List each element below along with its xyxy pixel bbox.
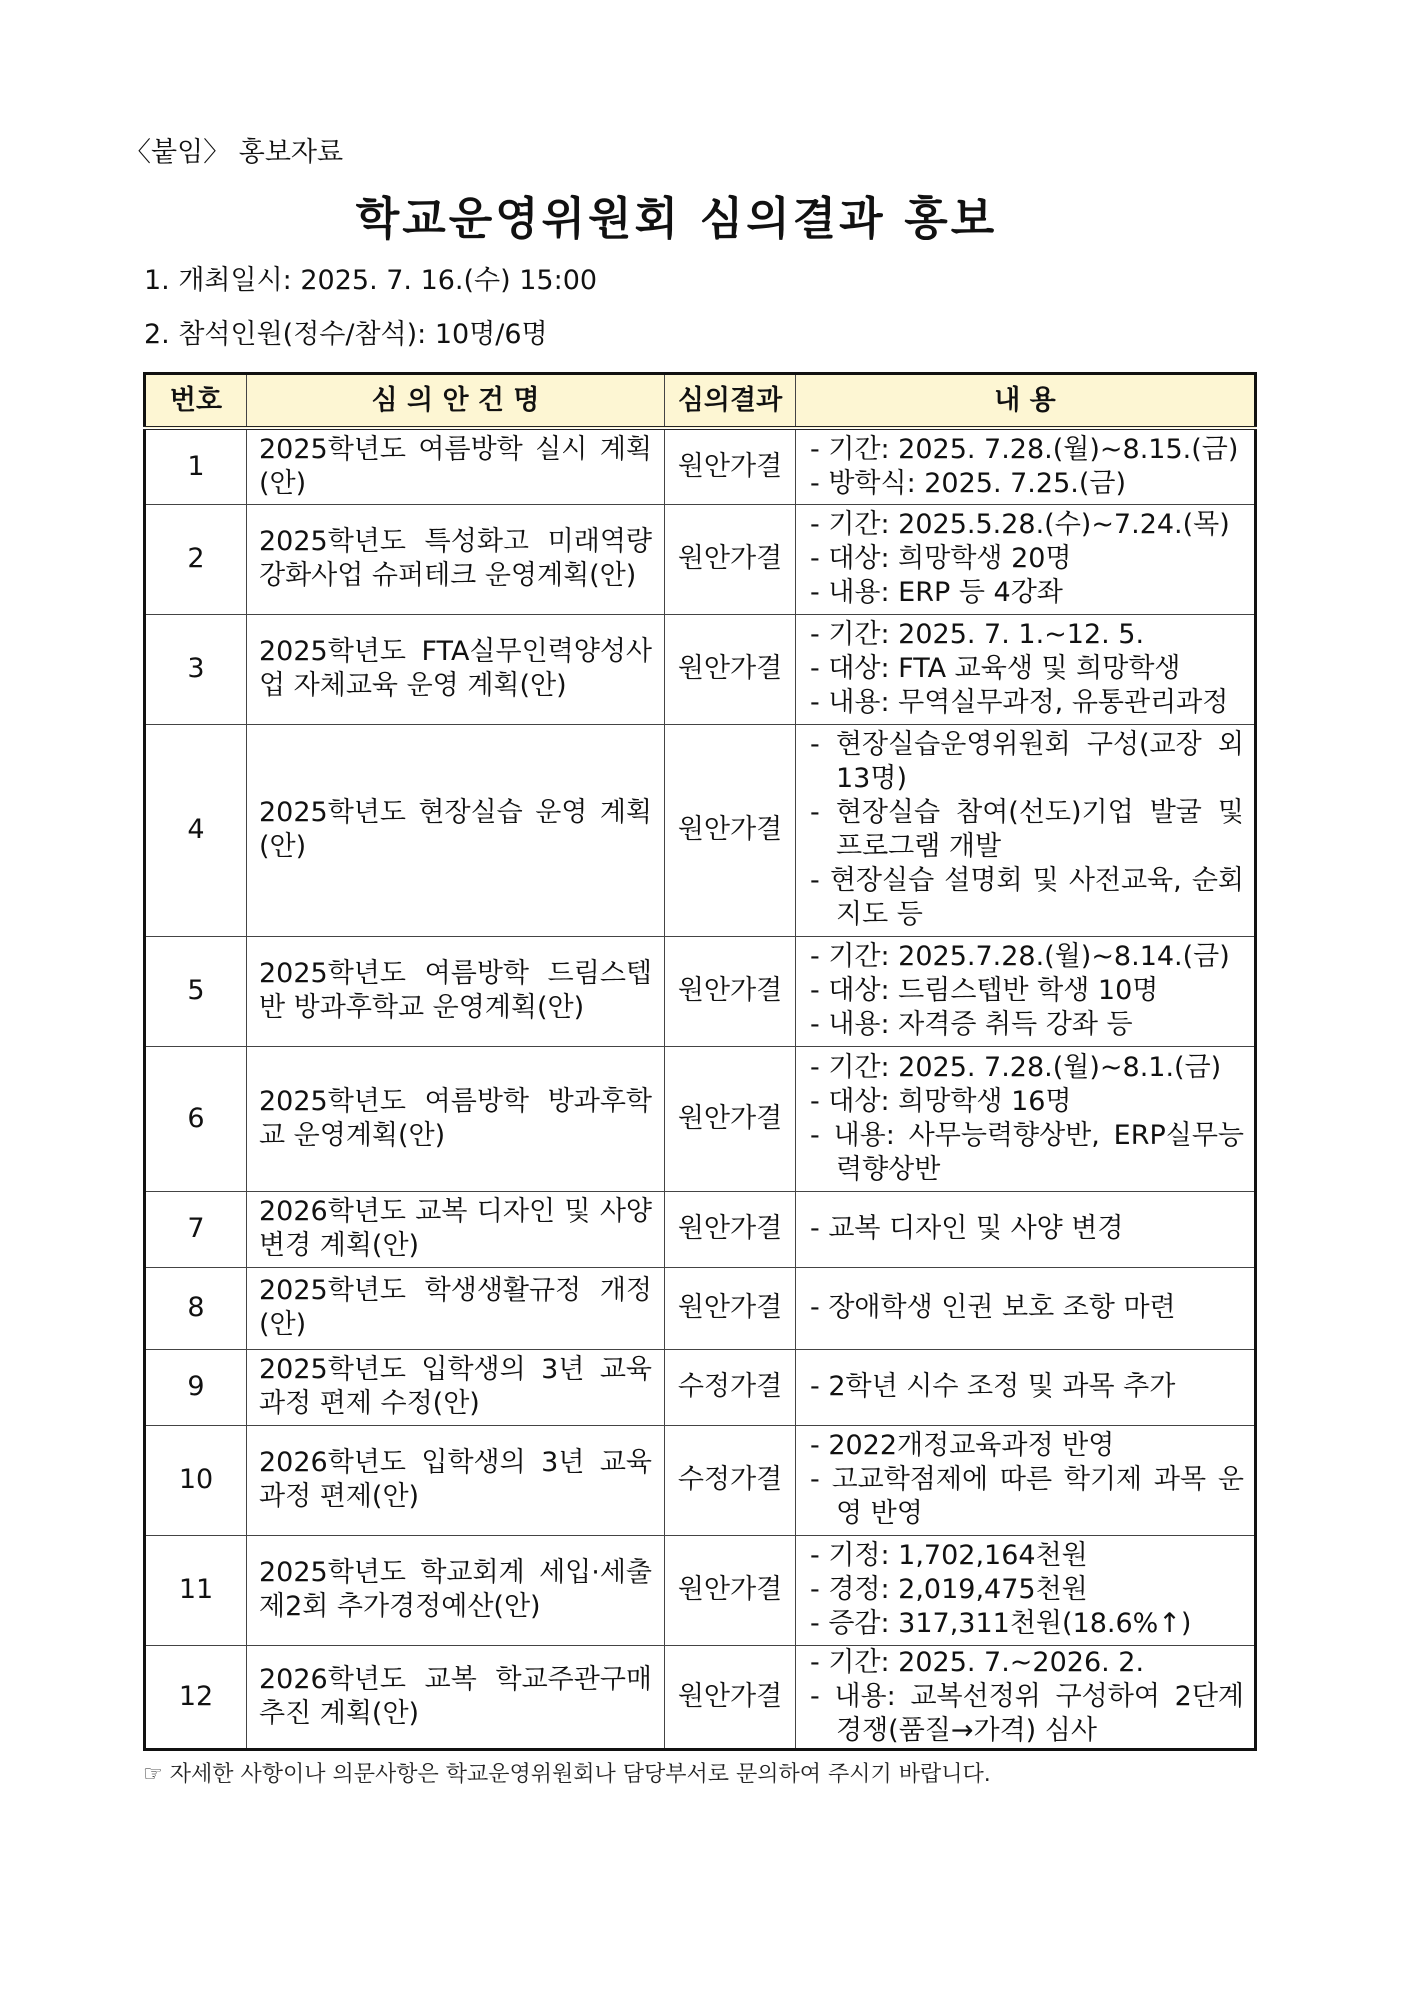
row-number: 3 (145, 614, 247, 724)
row-number: 2 (145, 504, 247, 614)
detail-line: - 기정: 1,702,164천원 (810, 1540, 1088, 1571)
row-number: 4 (145, 724, 247, 936)
detail-line: - 고교학점제에 따른 학기제 과목 운영 반영 (810, 1464, 1244, 1529)
result-badge: 원안가결 (665, 1046, 796, 1191)
table-row (145, 1191, 1256, 1267)
row-number: 6 (145, 1046, 247, 1191)
details-cell (796, 428, 1256, 504)
details-cell (796, 1349, 1256, 1425)
detail-line: - 기간: 2025. 7.~2026. 2. (810, 1646, 1145, 1678)
deliberation-results-table (143, 372, 1257, 1751)
details-cell (796, 1267, 1256, 1349)
result-badge: 원안가결 (665, 724, 796, 936)
result-badge: 원안가결 (665, 1535, 796, 1645)
agenda-title: 2026학년도 입학생의 3년 교육과정 편제(안) (247, 1425, 665, 1535)
header-details: 내 용 (796, 374, 1256, 429)
detail-line: - 증감: 317,311천원(18.6%↑) (810, 1608, 1192, 1639)
detail-line: - 2022개정교육과정 반영 (810, 1430, 1115, 1461)
detail-line: - 경정: 2,019,475천원 (810, 1574, 1088, 1605)
detail-line: - 2학년 시수 조정 및 과목 추가 (810, 1371, 1176, 1402)
agenda-title: 2025학년도 입학생의 3년 교육과정 편제 수정(안) (247, 1349, 665, 1425)
result-badge: 원안가결 (665, 936, 796, 1046)
result-badge: 원안가결 (665, 504, 796, 614)
table-row (145, 936, 1256, 1046)
table-header-row (145, 374, 1256, 429)
row-number: 12 (145, 1645, 247, 1749)
meeting-datetime: 1. 개최일시: 2025. 7. 16.(수) 15:00 (144, 265, 598, 296)
table-row (145, 1425, 1256, 1535)
result-badge: 원안가결 (665, 1645, 796, 1749)
table-row (145, 614, 1256, 724)
result-badge: 원안가결 (665, 1191, 796, 1267)
header-result: 심의결과 (665, 374, 796, 429)
row-number: 11 (145, 1535, 247, 1645)
header-no: 번호 (145, 374, 247, 429)
detail-line: - 내용: 자격증 취득 강좌 등 (810, 1009, 1133, 1040)
details-cell (796, 1535, 1256, 1645)
detail-line: - 교복 디자인 및 사양 변경 (810, 1213, 1124, 1244)
table-row (145, 504, 1256, 614)
detail-line: - 현장실습 설명회 및 사전교육, 순회지도 등 (810, 865, 1244, 930)
detail-line: - 방학식: 2025. 7.25.(금) (810, 467, 1126, 499)
detail-line: - 장애학생 인권 보호 조항 마련 (810, 1292, 1176, 1323)
detail-line: - 내용: ERP 등 4강좌 (810, 577, 1063, 608)
details-cell (796, 504, 1256, 614)
details-cell (796, 614, 1256, 724)
result-badge: 원안가결 (665, 1267, 796, 1349)
result-badge: 수정가결 (665, 1425, 796, 1535)
details-cell (796, 1191, 1256, 1267)
table-row (145, 1349, 1256, 1425)
detail-line: - 내용: 무역실무과정, 유통관리과정 (810, 687, 1229, 718)
agenda-title: 2025학년도 FTA실무인력양성사업 자체교육 운영 계획(안) (247, 614, 665, 724)
page-title: 학교운영위원회 심의결과 홍보 (355, 192, 998, 245)
table-row (145, 724, 1256, 936)
row-number: 9 (145, 1349, 247, 1425)
detail-line: - 기간: 2025. 7.28.(월)~8.15.(금) (810, 433, 1239, 465)
agenda-title: 2026학년도 교복 디자인 및 사양 변경 계획(안) (247, 1191, 665, 1267)
agenda-title: 2025학년도 여름방학 방과후학교 운영계획(안) (247, 1046, 665, 1191)
detail-line: - 대상: 희망학생 16명 (810, 1085, 1072, 1117)
details-cell (796, 724, 1256, 936)
attendance: 2. 참석인원(정수/참석): 10명/6명 (144, 319, 548, 350)
header-agenda: 심 의 안 건 명 (247, 374, 665, 429)
row-number: 5 (145, 936, 247, 1046)
detail-line: - 내용: 사무능력향상반, ERP실무능력향상반 (810, 1119, 1244, 1185)
detail-line: - 대상: FTA 교육생 및 희망학생 (810, 653, 1181, 684)
detail-line: - 기간: 2025. 7.28.(월)~8.1.(금) (810, 1051, 1222, 1083)
agenda-title: 2025학년도 여름방학 드림스텝반 방과후학교 운영계획(안) (247, 936, 665, 1046)
table-row (145, 1046, 1256, 1191)
row-number: 8 (145, 1267, 247, 1349)
detail-line: - 대상: 드림스텝반 학생 10명 (810, 975, 1159, 1006)
agenda-title: 2025학년도 특성화고 미래역량강화사업 슈퍼테크 운영계획(안) (247, 504, 665, 614)
result-badge: 원안가결 (665, 614, 796, 724)
details-cell (796, 1046, 1256, 1191)
detail-line: - 기간: 2025.7.28.(월)~8.14.(금) (810, 941, 1230, 972)
agenda-title: 2025학년도 학생생활규정 개정(안) (247, 1267, 665, 1349)
table-row (145, 1535, 1256, 1645)
row-number: 1 (145, 428, 247, 504)
agenda-title: 2026학년도 교복 학교주관구매 추진 계획(안) (247, 1645, 665, 1749)
detail-line: - 기간: 2025.5.28.(수)~7.24.(목) (810, 509, 1230, 540)
result-badge: 원안가결 (665, 428, 796, 504)
details-cell (796, 936, 1256, 1046)
row-number: 10 (145, 1425, 247, 1535)
footnote: ☞ 자세한 사항이나 의문사항은 학교운영위원회나 담당부서로 문의하여 주시기 바랍니다. (143, 1762, 991, 1787)
detail-line: - 기간: 2025. 7. 1.~12. 5. (810, 619, 1145, 650)
agenda-title: 2025학년도 여름방학 실시 계획(안) (247, 428, 665, 504)
details-cell (796, 1425, 1256, 1535)
table-row (145, 428, 1256, 504)
details-cell (796, 1645, 1256, 1749)
detail-line: - 현장실습 참여(선도)기업 발굴 및 프로그램 개발 (810, 797, 1244, 862)
detail-line: - 내용: 교복선정위 구성하여 2단계 경쟁(품질→가격) 심사 (810, 1680, 1244, 1746)
table-row (145, 1645, 1256, 1749)
agenda-title: 2025학년도 학교회계 세입·세출 제2회 추가경정예산(안) (247, 1535, 665, 1645)
attachment-label: 〈붙임〉 홍보자료 (124, 137, 344, 168)
row-number: 7 (145, 1191, 247, 1267)
detail-line: - 현장실습운영위원회 구성(교장 외 13명) (810, 729, 1244, 794)
table-row (145, 1267, 1256, 1349)
agenda-title: 2025학년도 현장실습 운영 계획(안) (247, 724, 665, 936)
detail-line: - 대상: 희망학생 20명 (810, 543, 1072, 574)
result-badge: 수정가결 (665, 1349, 796, 1425)
